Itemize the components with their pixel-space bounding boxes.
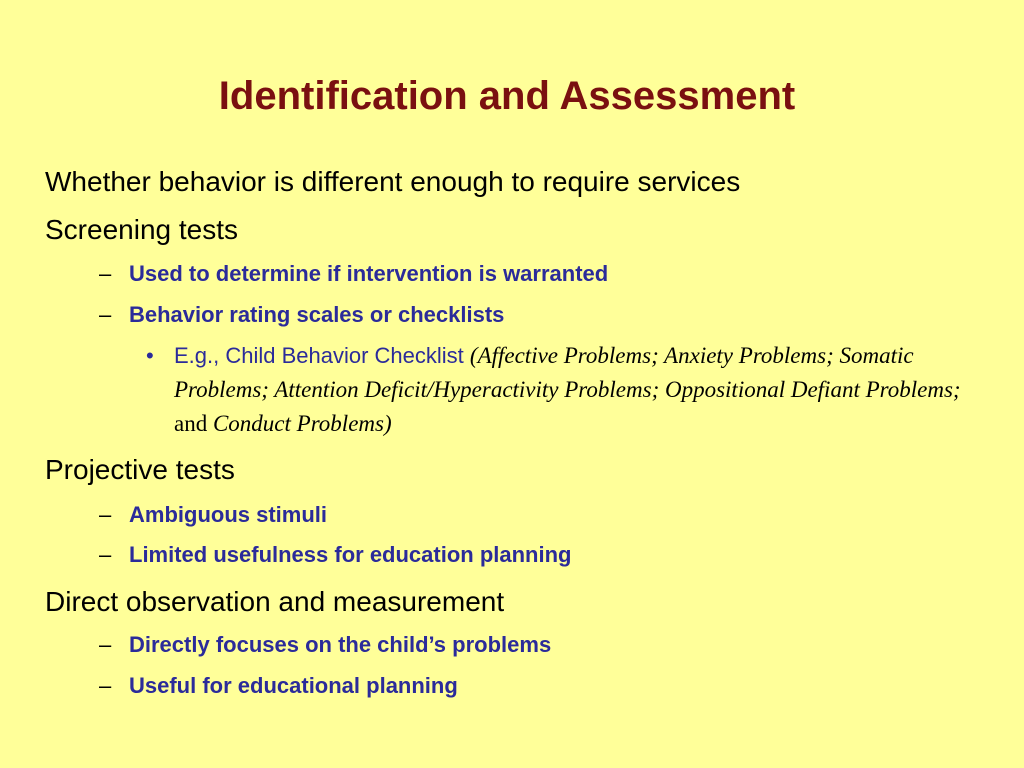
bullet-text: Limited usefulness for education planning bbox=[129, 542, 572, 567]
dash-marker: – bbox=[99, 261, 112, 286]
bullet-level2 bbox=[99, 260, 608, 288]
bullet-level2 bbox=[99, 301, 504, 329]
bullet-level2 bbox=[99, 672, 458, 700]
bullet-level1: Whether behavior is different enough to require services bbox=[45, 166, 741, 197]
example-and: and bbox=[174, 411, 213, 436]
bullet-level1: Screening tests bbox=[45, 214, 238, 245]
bullet-text: Used to determine if intervention is warranted bbox=[129, 261, 609, 286]
bullet-text: Useful for educational planning bbox=[129, 673, 458, 698]
bullet-text: Directly focuses on the child’s problems bbox=[129, 632, 552, 657]
bullet-text: Behavior rating scales or checklists bbox=[129, 302, 505, 327]
bullet-level1: Direct observation and measurement bbox=[45, 586, 505, 617]
bullet-level2 bbox=[99, 501, 327, 529]
bullet-level1: Projective tests bbox=[45, 454, 235, 485]
bullet-level2 bbox=[99, 631, 551, 659]
dash-marker: – bbox=[99, 542, 112, 567]
bullet-text: Ambiguous stimuli bbox=[129, 502, 327, 527]
slide-title: Identification and Assessment bbox=[218, 74, 796, 118]
bullet-level2 bbox=[99, 541, 571, 569]
dash-marker: – bbox=[99, 502, 112, 527]
example-lead: E.g., Child Behavior Checklist bbox=[174, 343, 470, 368]
bullet-dot: • bbox=[146, 343, 154, 368]
dash-marker: – bbox=[99, 632, 112, 657]
example-list-italic: (Affective Problems; Anxiety Problems; Somatic Problems; Attention Deficit/Hyperactivity Problems; Oppositional Defiant Problems; bbox=[174, 343, 961, 402]
bullet-text bbox=[174, 339, 966, 441]
dash-marker: – bbox=[99, 302, 112, 327]
example-list-italic-end: Conduct Problems) bbox=[212, 411, 392, 436]
dash-marker: – bbox=[99, 673, 112, 698]
bullet-level3 bbox=[146, 339, 966, 441]
